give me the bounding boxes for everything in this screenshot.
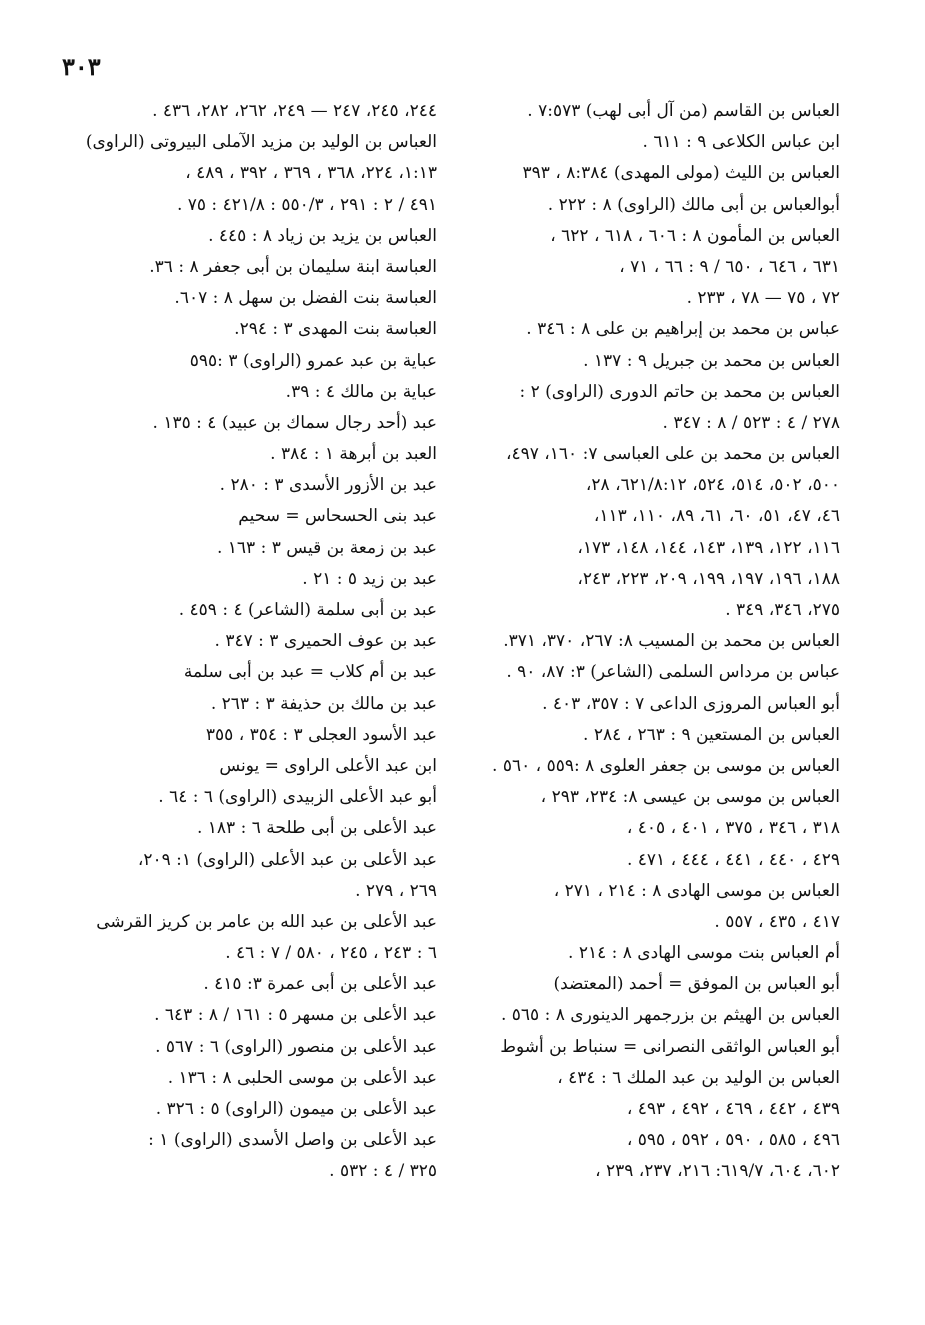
right-column-line: العباس بن محمد بن المسيب ٨: ٢٦٧، ٣٧٠، ٣٧١. (503, 631, 840, 652)
right-column-line: العباس بن موسى بن عيسى ٨: ٢٣٤، ٢٩٣ ، (540, 787, 840, 808)
left-column-line: ٢٤٤، ٢٤٥، ٢٤٧ — ٢٤٩، ٢٦٢، ٢٨٢، ٤٣٦ . (152, 101, 437, 121)
right-column-line: ٣١٨ ، ٣٤٦ ، ٣٧٥ ، ٤٠١ ، ٤٠٥ ، (626, 818, 840, 839)
right-column-line: العباس بن الليث (مولى المهدى) ٨:٣٨٤ ، ٣٩٣ (522, 163, 840, 184)
left-column-line: عبد الأعلى بن عبد الأعلى (الراوى) ١: ٢٠٩، (137, 849, 437, 870)
left-column-line: عبد بن زيد ٥ : ٢١ . (302, 568, 437, 589)
right-column-line: ٦٣١ ، ٦٤٦ ، ٦٥٠ / ٩ : ٦٦ ، ٧١ ، (619, 256, 840, 277)
left-column-line: عبد بن الأزور الأسدى ٣ : ٢٨٠ . (219, 475, 437, 496)
left-column-line: ١:١٣، ٢٢٤، ٣٦٨ ، ٣٦٩ ، ٣٩٢ ، ٤٨٩ ، (185, 163, 437, 184)
right-column-line: العباس بن الهيثم بن بزرجمهر الدينورى ٨ : ٥٦٥ . (500, 1005, 840, 1026)
left-column-line: العباس بن يزيد بن زياد ٨ : ٤٤٥ . (208, 225, 437, 246)
right-column-line: أبو العباس بن الموفق = أحمد (المعتضد) (553, 974, 840, 995)
right-column-line: ٤٦، ٤٧، ٥١، ٦٠، ٦١، ٨٩، ١١٠، ١١٣، (593, 506, 840, 527)
right-column-line: العباس بن محمد بن حاتم الدورى (الراوى) ٢ : (519, 381, 840, 402)
right-column-line: العباس بن موسى الهادى ٨ : ٢١٤ ، ٢٧١ ، (553, 880, 840, 901)
left-column-line: العبد بن أبرهة ١ : ٣٨٤ . (270, 444, 437, 465)
left-column-line: عبد بن عوف الحميرى ٣ : ٣٤٧ . (214, 631, 437, 652)
left-column-line: ابن عبد الأعلى الراوى = يونس (219, 755, 437, 776)
right-column-line: أبو العباس الواثقى النصرانى = سنباط بن أشوط (500, 1036, 840, 1057)
right-column-line: ٧٢ ، ٧٥ — ٧٨ ، ٢٣٣ . (686, 288, 840, 309)
right-column-line: ٤٢٩ ، ٤٤٠ ، ٤٤١ ، ٤٤٤ ، ٤٧١ . (626, 849, 840, 870)
index-column-right (465, 96, 840, 1188)
right-column-line: ٢٧٥، ٣٤٦، ٣٤٩ . (725, 600, 840, 620)
right-column-line: العباس بن القاسم (من آل أبى لهب) ٧:٥٧٣ . (527, 101, 840, 121)
left-column-line: عبد الأعلى بن واصل الأسدى (الراوى) ١ : (148, 1130, 437, 1151)
right-column-line: العباس بن محمد بن جبريل ٩ : ١٣٧ . (583, 350, 840, 371)
left-column-line: عبد بن أم كلاب = عبد بن أبى سلمة (183, 662, 437, 683)
left-column-line: أبو عبد الأعلى الزبيدى (الراوى) ٦ : ٦٤ . (158, 787, 437, 808)
left-column-line: ٢٦٩ ، ٢٧٩ . (355, 880, 437, 901)
page-number: ٣٠٣ (62, 52, 101, 81)
right-column-line: ابن عباس الكلاعى ٩ : ٦١١ . (642, 132, 840, 153)
right-column-line: ٤٩٦ ، ٥٨٥ ، ٥٩٠ ، ٥٩٢ ، ٥٩٥ ، (626, 1130, 840, 1151)
right-column-line: أبوالعباس بن أبى مالك (الراوى) ٨ : ٢٢٢ . (547, 194, 840, 215)
right-column-line: العباس بن الوليد بن عبد الملك ٦ : ٤٣٤ ، (557, 1067, 840, 1088)
left-column-line: عبد الأسود العجلى ٣ : ٣٥٤ ، ٣٥٥ (205, 724, 437, 745)
left-column-line: العباسة ابنة سليمان بن أبى جعفر ٨ : ٣٦. (149, 256, 437, 277)
right-column-line: ٦٠٢، ٦٠٤، ٦١٩/٧: ٢١٦، ٢٣٧، ٢٣٩ ، (595, 1161, 840, 1182)
right-column-line: العباس بن المأمون ٨ : ٦٠٦ ، ٦١٨ ، ٦٢٢ ، (550, 225, 840, 246)
left-column-line: عبد الأعلى بن عبد الله بن عامر بن كريز القرشى (96, 911, 437, 932)
right-column-line: العباس بن موسى بن جعفر العلوى ٨ :٥٥٩ ، ٥٦٠ . (492, 755, 840, 776)
left-column-line: عباية بن مالك ٤ : ٣٩. (285, 381, 437, 402)
left-column-line: عبد الأعلى بن أبى طلحة ٦ : ١٨٣ . (196, 818, 437, 839)
left-column-line: عبد الأعلى بن منصور (الراوى) ٦ : ٥٦٧ . (155, 1036, 437, 1057)
left-column-line: عبد الأعلى بن ميمون (الراوى) ٥ : ٣٢٦ . (155, 1099, 437, 1119)
right-column-line: ٥٠٠، ٥٠٢، ٥١٤، ٥٢٤، ٦٢١/٨:١٢، ٢٨، (585, 475, 840, 496)
left-column-line: عبد بن أبى سلمة (الشاعر) ٤ : ٤٥٩ . (178, 600, 437, 620)
left-column-line: العباسة بنت المهدى ٣ : ٢٩٤. (234, 319, 437, 340)
left-column-line: عباية بن عبد عمرو (الراوى) ٣ :٥٩٥ (189, 350, 437, 371)
left-column-line: عبد الأعلى بن أبى عمرة ٣: ٤١٥ . (203, 974, 437, 995)
right-column-line: العباس بن محمد بن على العباسى ٧: ١٦٠، ٤٩٧، (505, 444, 840, 465)
right-column-line: عباس بن مرداس السلمى (الشاعر) ٣: ٨٧، ٩٠ . (506, 662, 840, 683)
left-column-line: العباسة بنت الفضل بن سهل ٨ : ٦٠٧. (174, 288, 437, 309)
left-column-line: العباس بن الوليد بن مزيد الآملى البيروتى (الراوى) (85, 132, 437, 153)
right-column-line: عباس بن محمد بن إبراهيم بن على ٨ : ٣٤٦ . (526, 319, 840, 340)
index-column-left (77, 96, 437, 1188)
right-column-line: أم العباس بنت موسى الهادى ٨ : ٢١٤ . (568, 943, 840, 964)
right-column-line: ٤١٧ ، ٤٣٥ ، ٥٥٧ . (714, 911, 840, 932)
left-column-line: عبد بنى الحسحاس = سحيم (238, 506, 437, 527)
left-column-line: عبد بن زمعة بن قيس ٣ : ١٦٣ . (216, 537, 437, 558)
right-column-line: ١٨٨، ١٩٦، ١٩٧، ١٩٩، ٢٠٩، ٢٢٣، ٢٤٣، (577, 568, 840, 589)
right-column-line: ٤٣٩ ، ٤٤٢ ، ٤٦٩ ، ٤٩٢ ، ٤٩٣ ، (626, 1099, 840, 1119)
left-column-line: ٤٩١ / ٢ : ٢٩١ ، ٥٥٠/٣ : ٤٢١/٨ : ٧٥ . (176, 194, 437, 215)
left-column-line: عبد (أحد رجال سماك بن عبيد) ٤ : ١٣٥ . (152, 412, 437, 433)
right-column-line: العباس بن المستعين ٩ : ٢٦٣ ، ٢٨٤ . (583, 724, 840, 745)
left-column-line: عبد الأعلى بن مسهر ٥ : ١٦١ / ٨ : ٦٤٣ . (154, 1005, 437, 1026)
right-column-line: ٢٧٨ / ٤ : ٥٢٣ / ٨ : ٣٤٧ . (662, 412, 840, 433)
right-column-line: ١١٦، ١٢٢، ١٣٩، ١٤٣، ١٤٤، ١٤٨، ١٧٣، (577, 537, 840, 558)
right-column-line: أبو العباس المروزى الداعى ٧ : ٣٥٧، ٤٠٣ . (542, 693, 840, 714)
left-column-line: ٣٢٥ / ٤ : ٥٣٢ . (329, 1161, 437, 1182)
left-column-line: عبد بن مالك بن حذيفة ٣ : ٢٦٣ . (210, 693, 437, 714)
left-column-line: عبد الأعلى بن موسى الحلبى ٨ : ١٣٦ . (167, 1067, 437, 1088)
left-column-line: ٦ : ٢٤٣ ، ٢٤٥ ، ٥٨٠ / ٧ : ٤٦ . (225, 943, 437, 964)
